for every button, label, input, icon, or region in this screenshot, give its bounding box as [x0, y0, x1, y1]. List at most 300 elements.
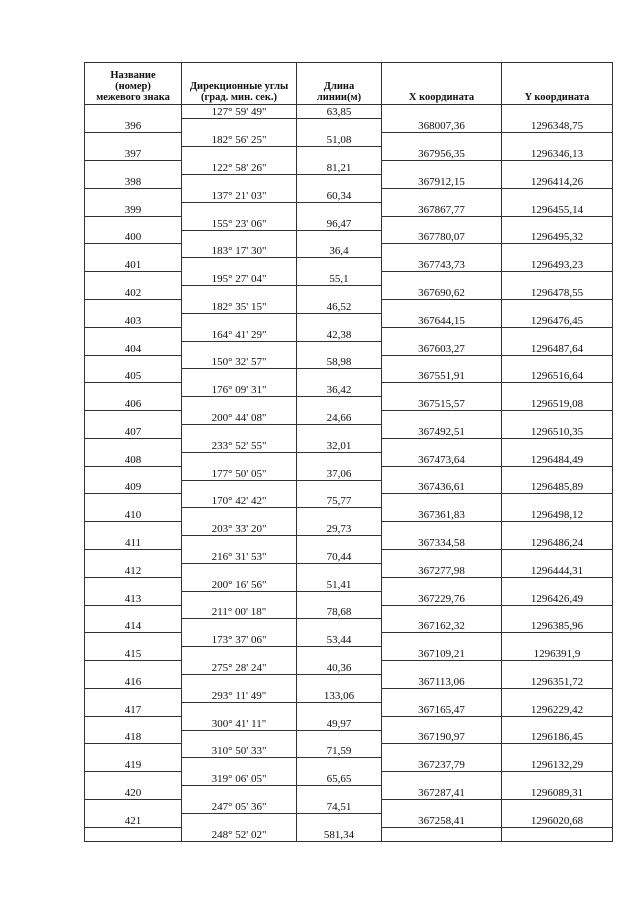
point-bearing-cell — [182, 675, 297, 689]
y-coordinate-cell: 1296485,89 — [502, 480, 613, 494]
point-bearing-cell — [182, 730, 297, 744]
segment-x-cell — [382, 605, 502, 619]
segment-row — [85, 744, 613, 758]
segment-y-cell — [502, 355, 613, 369]
segment-marker-cell — [85, 411, 182, 425]
point-bearing-cell — [182, 119, 297, 133]
point-length-cell — [297, 397, 382, 411]
segment-y-cell — [502, 466, 613, 480]
segment-row — [85, 661, 613, 675]
point-bearing-cell — [182, 258, 297, 272]
segment-y-cell — [502, 216, 613, 230]
point-length-cell — [297, 675, 382, 689]
segment-y-cell — [502, 800, 613, 814]
segment-row — [85, 299, 613, 313]
point-length-cell — [297, 480, 382, 494]
segment-x-cell — [382, 744, 502, 758]
x-coordinate-cell: 367162,32 — [382, 619, 502, 633]
x-coordinate-cell: 367912,15 — [382, 174, 502, 188]
table-row — [85, 758, 613, 772]
x-coordinate-cell: 367287,41 — [382, 786, 502, 800]
marker-name-cell: 411 — [85, 536, 182, 550]
point-bearing-cell — [182, 452, 297, 466]
bearing-cell: 182° 35' 15" — [182, 299, 297, 313]
table-row — [85, 147, 613, 161]
segment-marker-cell — [85, 355, 182, 369]
segment-marker-cell — [85, 272, 182, 286]
segment-x-cell — [382, 466, 502, 480]
line-length-cell: 29,73 — [297, 522, 382, 536]
segment-row — [85, 411, 613, 425]
y-coordinate-cell: 1296426,49 — [502, 591, 613, 605]
line-length-cell: 36,42 — [297, 383, 382, 397]
marker-name-cell: 420 — [85, 786, 182, 800]
line-length-cell: 42,38 — [297, 327, 382, 341]
y-coordinate-cell: 1296519,08 — [502, 397, 613, 411]
bearing-cell: 200° 44' 08" — [182, 411, 297, 425]
segment-marker-cell — [85, 772, 182, 786]
point-length-cell — [297, 313, 382, 327]
segment-row — [85, 105, 613, 119]
segment-marker-cell — [85, 383, 182, 397]
marker-name-cell: 403 — [85, 313, 182, 327]
x-coordinate-cell: 367867,77 — [382, 202, 502, 216]
segment-row — [85, 355, 613, 369]
point-length-cell — [297, 730, 382, 744]
segment-row — [85, 272, 613, 286]
x-coordinate-cell: 367551,91 — [382, 369, 502, 383]
marker-name-cell: 417 — [85, 702, 182, 716]
table-row — [85, 730, 613, 744]
line-length-cell: 40,36 — [297, 661, 382, 675]
segment-marker-cell — [85, 827, 182, 841]
point-bearing-cell — [182, 424, 297, 438]
table-row — [85, 258, 613, 272]
y-coordinate-cell: 1296510,35 — [502, 424, 613, 438]
segment-marker-cell — [85, 105, 182, 119]
x-coordinate-cell: 367190,97 — [382, 730, 502, 744]
point-length-cell — [297, 174, 382, 188]
point-bearing-cell — [182, 286, 297, 300]
segment-row — [85, 772, 613, 786]
line-length-cell: 37,06 — [297, 466, 382, 480]
bearing-cell: 216° 31' 53" — [182, 550, 297, 564]
bearing-cell: 170° 42' 42" — [182, 494, 297, 508]
marker-name-cell: 406 — [85, 397, 182, 411]
line-length-cell: 70,44 — [297, 550, 382, 564]
segment-row — [85, 327, 613, 341]
point-length-cell — [297, 619, 382, 633]
bearing-cell: 195° 27' 04" — [182, 272, 297, 286]
point-bearing-cell — [182, 758, 297, 772]
marker-name-cell: 413 — [85, 591, 182, 605]
header-x-coordinate: X координата — [382, 63, 502, 105]
header-y-coordinate: Y координата — [502, 63, 613, 105]
marker-name-cell: 399 — [85, 202, 182, 216]
y-coordinate-cell: 1296346,13 — [502, 147, 613, 161]
y-coordinate-cell: 1296414,26 — [502, 174, 613, 188]
line-length-cell: 55,1 — [297, 272, 382, 286]
segment-x-cell — [382, 327, 502, 341]
bearing-cell: 127° 59' 49" — [182, 105, 297, 119]
marker-name-cell: 398 — [85, 174, 182, 188]
x-coordinate-cell: 367334,58 — [382, 536, 502, 550]
x-coordinate-cell: 367743,73 — [382, 258, 502, 272]
segment-x-cell — [382, 161, 502, 175]
segment-x-cell — [382, 716, 502, 730]
line-length-cell: 24,66 — [297, 411, 382, 425]
line-length-cell: 58,98 — [297, 355, 382, 369]
marker-name-cell: 405 — [85, 369, 182, 383]
line-length-cell: 78,68 — [297, 605, 382, 619]
marker-name-cell: 397 — [85, 147, 182, 161]
y-coordinate-cell: 1296186,45 — [502, 730, 613, 744]
segment-y-cell — [502, 633, 613, 647]
line-length-cell: 133,06 — [297, 688, 382, 702]
segment-y-cell — [502, 772, 613, 786]
segment-row — [85, 438, 613, 452]
segment-y-cell — [502, 411, 613, 425]
segment-row — [85, 161, 613, 175]
x-coordinate-cell: 367644,15 — [382, 313, 502, 327]
segment-x-cell — [382, 133, 502, 147]
segment-x-cell — [382, 105, 502, 119]
y-coordinate-cell: 1296348,75 — [502, 119, 613, 133]
segment-row — [85, 494, 613, 508]
segment-x-cell — [382, 827, 502, 841]
line-length-cell: 581,34 — [297, 827, 382, 841]
table-row — [85, 702, 613, 716]
x-coordinate-cell: 367277,98 — [382, 563, 502, 577]
bearing-cell: 300° 41' 11" — [182, 716, 297, 730]
bearing-cell: 200° 16' 56" — [182, 577, 297, 591]
line-length-cell: 36,4 — [297, 244, 382, 258]
segment-y-cell — [502, 550, 613, 564]
bearing-cell: 150° 32' 57" — [182, 355, 297, 369]
boundary-coordinates-table — [84, 62, 613, 842]
segment-y-cell — [502, 272, 613, 286]
x-coordinate-cell: 367258,41 — [382, 813, 502, 827]
point-length-cell — [297, 369, 382, 383]
segment-x-cell — [382, 494, 502, 508]
segment-marker-cell — [85, 299, 182, 313]
line-length-cell: 46,52 — [297, 299, 382, 313]
segment-marker-cell — [85, 688, 182, 702]
point-bearing-cell — [182, 313, 297, 327]
bearing-cell: 211° 00' 18" — [182, 605, 297, 619]
table-row — [85, 536, 613, 550]
x-coordinate-cell: 367109,21 — [382, 647, 502, 661]
point-bearing-cell — [182, 647, 297, 661]
point-length-cell — [297, 508, 382, 522]
segment-row — [85, 605, 613, 619]
segment-marker-cell — [85, 605, 182, 619]
segment-marker-cell — [85, 216, 182, 230]
table-row — [85, 452, 613, 466]
y-coordinate-cell: 1296385,96 — [502, 619, 613, 633]
table-row — [85, 508, 613, 522]
bearing-cell: 173° 37' 06" — [182, 633, 297, 647]
x-coordinate-cell: 368007,36 — [382, 119, 502, 133]
y-coordinate-cell: 1296516,64 — [502, 369, 613, 383]
line-length-cell: 32,01 — [297, 438, 382, 452]
header-bearing: Дирекционные углы (град. мин. сек.) — [182, 63, 297, 105]
point-length-cell — [297, 591, 382, 605]
segment-marker-cell — [85, 522, 182, 536]
table-row — [85, 341, 613, 355]
point-bearing-cell — [182, 702, 297, 716]
x-coordinate-cell: 367603,27 — [382, 341, 502, 355]
marker-name-cell: 419 — [85, 758, 182, 772]
line-length-cell: 75,77 — [297, 494, 382, 508]
marker-name-cell: 407 — [85, 424, 182, 438]
point-length-cell — [297, 119, 382, 133]
marker-name-cell: 402 — [85, 286, 182, 300]
marker-name-cell: 421 — [85, 813, 182, 827]
segment-y-cell — [502, 744, 613, 758]
segment-x-cell — [382, 299, 502, 313]
segment-marker-cell — [85, 133, 182, 147]
point-bearing-cell — [182, 174, 297, 188]
line-length-cell: 96,47 — [297, 216, 382, 230]
point-bearing-cell — [182, 563, 297, 577]
x-coordinate-cell: 367473,64 — [382, 452, 502, 466]
segment-y-cell — [502, 383, 613, 397]
segment-marker-cell — [85, 716, 182, 730]
segment-row — [85, 688, 613, 702]
marker-name-cell: 415 — [85, 647, 182, 661]
point-length-cell — [297, 452, 382, 466]
point-bearing-cell — [182, 230, 297, 244]
x-coordinate-cell: 367229,76 — [382, 591, 502, 605]
y-coordinate-cell: 1296498,12 — [502, 508, 613, 522]
x-coordinate-cell: 367165,47 — [382, 702, 502, 716]
line-length-cell: 60,34 — [297, 188, 382, 202]
marker-name-cell: 408 — [85, 452, 182, 466]
segment-row — [85, 383, 613, 397]
table-row — [85, 591, 613, 605]
x-coordinate-cell: 367237,79 — [382, 758, 502, 772]
segment-marker-cell — [85, 438, 182, 452]
segment-x-cell — [382, 688, 502, 702]
point-length-cell — [297, 147, 382, 161]
segment-row — [85, 244, 613, 258]
point-bearing-cell — [182, 202, 297, 216]
point-bearing-cell — [182, 536, 297, 550]
segment-x-cell — [382, 216, 502, 230]
segment-x-cell — [382, 550, 502, 564]
marker-name-cell: 400 — [85, 230, 182, 244]
line-length-cell: 65,65 — [297, 772, 382, 786]
line-length-cell: 51,41 — [297, 577, 382, 591]
segment-marker-cell — [85, 633, 182, 647]
point-bearing-cell — [182, 369, 297, 383]
line-length-cell: 71,59 — [297, 744, 382, 758]
x-coordinate-cell: 367780,07 — [382, 230, 502, 244]
table-row — [85, 230, 613, 244]
segment-y-cell — [502, 688, 613, 702]
bearing-cell: 177° 50' 05" — [182, 466, 297, 480]
bearing-cell: 182° 56' 25" — [182, 133, 297, 147]
segment-row — [85, 827, 613, 841]
y-coordinate-cell: 1296486,24 — [502, 536, 613, 550]
marker-name-cell: 418 — [85, 730, 182, 744]
point-length-cell — [297, 341, 382, 355]
bearing-cell: 233° 52' 55" — [182, 438, 297, 452]
table-row — [85, 563, 613, 577]
bearing-cell: 164° 41' 29" — [182, 327, 297, 341]
x-coordinate-cell: 367361,83 — [382, 508, 502, 522]
point-length-cell — [297, 230, 382, 244]
table-row — [85, 286, 613, 300]
segment-y-cell — [502, 661, 613, 675]
point-length-cell — [297, 424, 382, 438]
table-row — [85, 174, 613, 188]
bearing-cell: 137° 21' 03" — [182, 188, 297, 202]
segment-x-cell — [382, 438, 502, 452]
segment-y-cell — [502, 105, 613, 119]
point-length-cell — [297, 647, 382, 661]
table-row — [85, 369, 613, 383]
table-row — [85, 119, 613, 133]
point-bearing-cell — [182, 786, 297, 800]
table-row — [85, 480, 613, 494]
point-length-cell — [297, 202, 382, 216]
segment-y-cell — [502, 827, 613, 841]
segment-row — [85, 550, 613, 564]
y-coordinate-cell: 1296391,9 — [502, 647, 613, 661]
y-coordinate-cell: 1296495,32 — [502, 230, 613, 244]
y-coordinate-cell: 1296089,31 — [502, 786, 613, 800]
y-coordinate-cell: 1296493,23 — [502, 258, 613, 272]
segment-row — [85, 188, 613, 202]
y-coordinate-cell: 1296351,72 — [502, 675, 613, 689]
point-bearing-cell — [182, 341, 297, 355]
marker-name-cell: 409 — [85, 480, 182, 494]
marker-name-cell: 404 — [85, 341, 182, 355]
segment-marker-cell — [85, 466, 182, 480]
segment-y-cell — [502, 299, 613, 313]
table-header-row — [85, 63, 613, 105]
segment-marker-cell — [85, 244, 182, 258]
marker-name-cell: 414 — [85, 619, 182, 633]
marker-name-cell: 396 — [85, 119, 182, 133]
marker-name-cell: 401 — [85, 258, 182, 272]
segment-x-cell — [382, 800, 502, 814]
segment-y-cell — [502, 327, 613, 341]
segment-row — [85, 522, 613, 536]
table-row — [85, 397, 613, 411]
point-bearing-cell — [182, 619, 297, 633]
segment-y-cell — [502, 133, 613, 147]
bearing-cell: 293° 11' 49" — [182, 688, 297, 702]
bearing-cell: 247° 05' 36" — [182, 800, 297, 814]
segment-x-cell — [382, 577, 502, 591]
segment-marker-cell — [85, 494, 182, 508]
line-length-cell: 81,21 — [297, 161, 382, 175]
point-length-cell — [297, 286, 382, 300]
segment-x-cell — [382, 244, 502, 258]
y-coordinate-cell: 1296229,42 — [502, 702, 613, 716]
segment-row — [85, 216, 613, 230]
point-bearing-cell — [182, 480, 297, 494]
segment-row — [85, 466, 613, 480]
table-row — [85, 786, 613, 800]
segment-x-cell — [382, 411, 502, 425]
segment-marker-cell — [85, 327, 182, 341]
table-body — [85, 105, 613, 842]
point-length-cell — [297, 786, 382, 800]
y-coordinate-cell: 1296444,31 — [502, 563, 613, 577]
line-length-cell: 74,51 — [297, 800, 382, 814]
segment-y-cell — [502, 161, 613, 175]
segment-y-cell — [502, 605, 613, 619]
line-length-cell: 51,08 — [297, 133, 382, 147]
x-coordinate-cell: 367956,35 — [382, 147, 502, 161]
segment-x-cell — [382, 661, 502, 675]
x-coordinate-cell: 367113,06 — [382, 675, 502, 689]
point-length-cell — [297, 758, 382, 772]
bearing-cell: 183° 17' 30" — [182, 244, 297, 258]
y-coordinate-cell: 1296478,55 — [502, 286, 613, 300]
bearing-cell: 275° 28' 24" — [182, 661, 297, 675]
segment-marker-cell — [85, 577, 182, 591]
x-coordinate-cell: 367436,61 — [382, 480, 502, 494]
segment-y-cell — [502, 577, 613, 591]
table-row — [85, 813, 613, 827]
point-bearing-cell — [182, 147, 297, 161]
point-bearing-cell — [182, 397, 297, 411]
y-coordinate-cell: 1296132,29 — [502, 758, 613, 772]
y-coordinate-cell: 1296476,45 — [502, 313, 613, 327]
x-coordinate-cell: 367492,51 — [382, 424, 502, 438]
y-coordinate-cell: 1296455,14 — [502, 202, 613, 216]
point-length-cell — [297, 258, 382, 272]
segment-marker-cell — [85, 800, 182, 814]
segment-x-cell — [382, 383, 502, 397]
bearing-cell: 319° 06' 05" — [182, 772, 297, 786]
point-length-cell — [297, 563, 382, 577]
line-length-cell: 63,85 — [297, 105, 382, 119]
segment-y-cell — [502, 522, 613, 536]
segment-y-cell — [502, 188, 613, 202]
segment-x-cell — [382, 522, 502, 536]
table-row — [85, 619, 613, 633]
bearing-cell: 248° 52' 02" — [182, 827, 297, 841]
point-length-cell — [297, 536, 382, 550]
segment-marker-cell — [85, 744, 182, 758]
y-coordinate-cell: 1296487,64 — [502, 341, 613, 355]
point-bearing-cell — [182, 591, 297, 605]
point-bearing-cell — [182, 813, 297, 827]
segment-marker-cell — [85, 188, 182, 202]
segment-y-cell — [502, 438, 613, 452]
segment-marker-cell — [85, 661, 182, 675]
x-coordinate-cell: 367690,62 — [382, 286, 502, 300]
line-length-cell: 49,97 — [297, 716, 382, 730]
point-bearing-cell — [182, 508, 297, 522]
bearing-cell: 310° 50' 33" — [182, 744, 297, 758]
segment-y-cell — [502, 716, 613, 730]
segment-row — [85, 716, 613, 730]
segment-row — [85, 633, 613, 647]
marker-name-cell: 416 — [85, 675, 182, 689]
table-row — [85, 313, 613, 327]
table-row — [85, 675, 613, 689]
table-row — [85, 647, 613, 661]
bearing-cell: 203° 33' 20" — [182, 522, 297, 536]
table-row — [85, 202, 613, 216]
